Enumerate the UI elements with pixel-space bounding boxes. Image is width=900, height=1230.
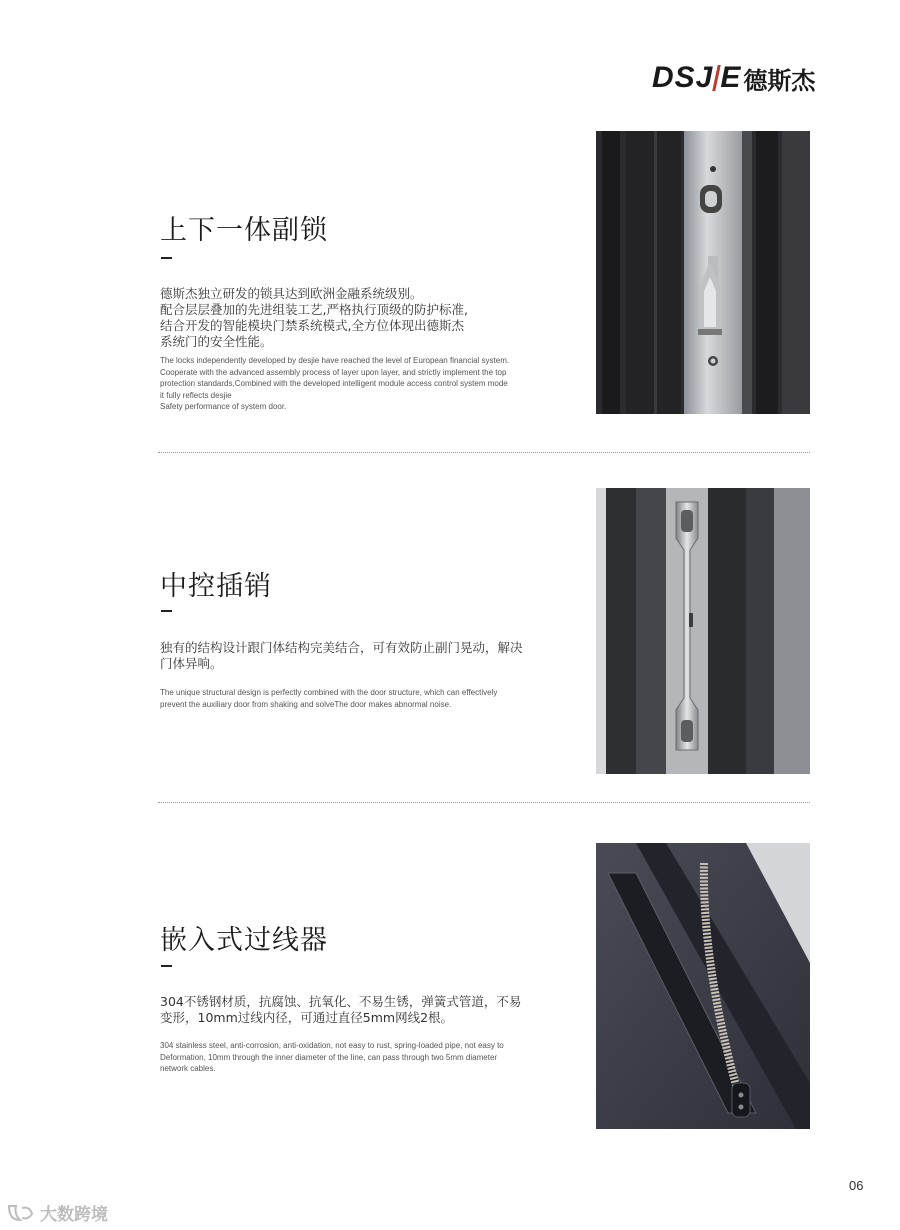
section-3-dash [161,965,172,967]
section-divider-1 [158,452,810,453]
section-3-cn-description: 304不锈钢材质，抗腐蚀、抗氧化、不易生锈，弹簧式管道，不易 变形，10mm过线内径，可通过直径5mm网线2根。 [160,994,522,1025]
watermark [6,1200,108,1225]
watermark-logo-icon [6,1202,36,1224]
section-1-dash [161,257,172,259]
section-3-title: 嵌入式过线器 [160,925,328,956]
section-2-en-description: The unique structural design is perfectly combined with the door structure, which can effectively prevent the auxiliary door from shaking and solveThe door makes abnormal noise. [160,688,498,709]
lock-photo [596,131,810,414]
bolt-photo [596,488,810,774]
brand-logo [652,62,815,94]
logo-latin-a: DSJ [652,61,714,94]
section-2-cn-description: 独有的结构设计跟门体结构完美结合，可有效防止副门晃动，解决 门体异响。 [160,640,523,671]
section-2-dash [161,610,172,612]
cable-passer-photo [596,843,810,1129]
section-1-cn-description: 德斯杰独立研发的锁具达到欧洲金融系统级别。 配合层层叠加的先进组装工艺,严格执行顶级的防护标准, 结合开发的智能模块门禁系统模式,全方位体现出德斯杰 系统门的安全性能。 [160,286,468,349]
section-1-title: 上下一体副锁 [160,215,328,246]
logo-latin-b: E [720,61,742,94]
logo-chinese: 德斯杰 [743,66,816,95]
section-3-en-description: 304 stainless steel, anti-corrosion, anti-oxidation, not easy to rust, spring-loaded pipe, not easy to Deformation, 10mm through the inner diameter of the line, can pass through two 5mm diameter network cables. [160,1041,504,1073]
section-2-title: 中控插销 [160,571,272,602]
page-number: 06 [849,1178,864,1193]
watermark-text: 大数跨境 [40,1205,108,1225]
section-1-en-description: The locks independently developed by desjie have reached the level of European financial system. Cooperate with the advanced assembly process of layer upon layer, and strictly implement the top protection standards,Combined with the developed intelligent module access control system mode it fully reflects desjie Safety performance of system door. [160,356,510,411]
section-divider-2 [158,802,810,803]
